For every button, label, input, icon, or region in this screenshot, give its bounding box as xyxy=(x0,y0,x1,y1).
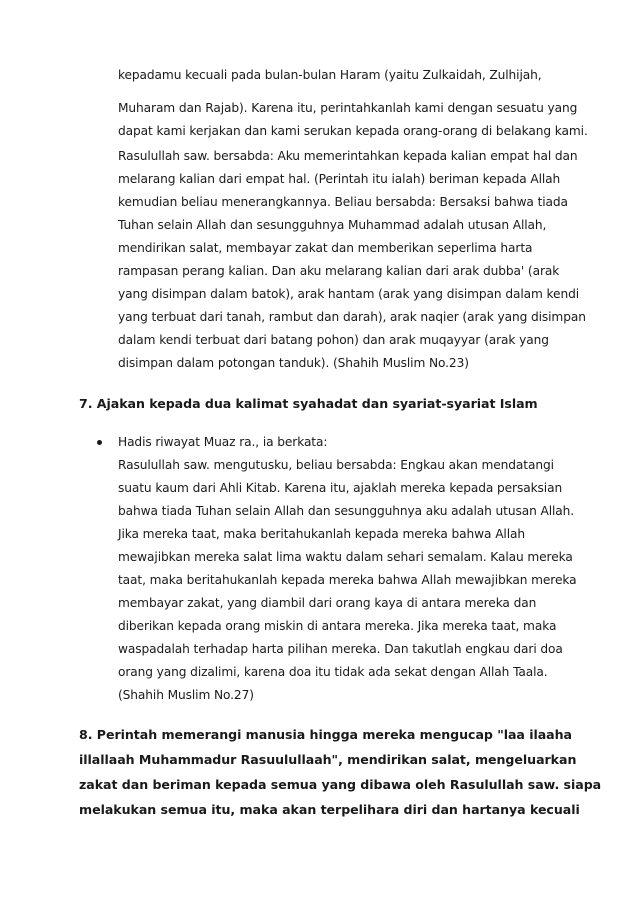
bullet-line: membayar zakat, yang diambil dari orang kaya di antara mereka dan xyxy=(118,596,537,610)
intro-line: Tuhan selain Allah dan sesungguhnya Muhammad adalah utusan Allah, xyxy=(118,218,547,232)
bullet-line: suatu kaum dari Ahli Kitab. Karena itu, ajaklah mereka kepada persaksian xyxy=(118,481,563,495)
intro-line: melarang kalian dari empat hal. (Perintah itu ialah) beriman kepada Allah xyxy=(118,172,561,186)
bullet-line: bahwa tiada Tuhan selain Allah dan sesungguhnya aku adalah utusan Allah. xyxy=(118,504,575,518)
bullet-line: Hadis riwayat Muaz ra., ia berkata: xyxy=(118,435,328,449)
intro-line: Muharam dan Rajab). Karena itu, perintahkanlah kami dengan sesuatu yang xyxy=(118,101,578,115)
bullet-line: waspadalah terhadap harta pilihan mereka. Dan takutlah engkau dari doa xyxy=(118,642,563,656)
bullet-icon xyxy=(97,440,102,445)
intro-line: kemudian beliau menerangkannya. Beliau bersabda: Bersaksi bahwa tiada xyxy=(118,195,568,209)
bullet-line: diberikan kepada orang miskin di antara mereka. Jika mereka taat, maka xyxy=(118,619,557,633)
heading-line: 8. Perintah memerangi manusia hingga mereka mengucap "laa ilaaha xyxy=(79,727,572,742)
intro-line: rampasan perang kalian. Dan aku melarang kalian dari arak dubba' (arak xyxy=(118,264,560,278)
heading-line: zakat dan beriman kepada semua yang dibawa oleh Rasulullah saw. siapa xyxy=(79,777,602,792)
heading-line: illallaah Muhammadur Rasuulullaah", mendirikan salat, mengeluarkan xyxy=(79,752,577,767)
section-7-heading: 7. Ajakan kepada dua kalimat syahadat dan syariat-syariat Islam xyxy=(79,396,538,411)
intro-line: yang terbuat dari tanah, rambut dan darah), arak naqier (arak yang disimpan xyxy=(118,310,586,324)
intro-line: disimpan dalam potongan tanduk). (Shahih Muslim No.23) xyxy=(118,356,469,370)
intro-line: kepadamu kecuali pada bulan-bulan Haram (yaitu Zulkaidah, Zulhijah, xyxy=(118,68,542,82)
heading-line: melakukan semua itu, maka akan terpelihara diri dan hartanya kecuali xyxy=(79,802,580,817)
intro-line: Rasulullah saw. bersabda: Aku memerintahkan kepada kalian empat hal dan xyxy=(118,149,578,163)
intro-line: mendirikan salat, membayar zakat dan memberikan seperlima harta xyxy=(118,241,533,255)
bullet-line: taat, maka beritahukanlah kepada mereka bahwa Allah mewajibkan mereka xyxy=(118,573,577,587)
bullet-line: orang yang dizalimi, karena doa itu tidak ada sekat dengan Allah Taala. xyxy=(118,665,548,679)
intro-line: dapat kami kerjakan dan kami serukan kepada orang-orang di belakang kami. xyxy=(118,124,588,138)
bullet-line: Rasulullah saw. mengutusku, beliau bersabda: Engkau akan mendatangi xyxy=(118,458,554,472)
bullet-line: mewajibkan mereka salat lima waktu dalam sehari semalam. Kalau mereka xyxy=(118,550,573,564)
intro-line: dalam kendi terbuat dari batang pohon) dan arak muqayyar (arak yang xyxy=(118,333,549,347)
bullet-line: Jika mereka taat, maka beritahukanlah kepada mereka bahwa Allah xyxy=(118,527,525,541)
intro-line: yang disimpan dalam batok), arak hantam (arak yang disimpan dalam kendi xyxy=(118,287,580,301)
bullet-line: (Shahih Muslim No.27) xyxy=(118,688,254,702)
